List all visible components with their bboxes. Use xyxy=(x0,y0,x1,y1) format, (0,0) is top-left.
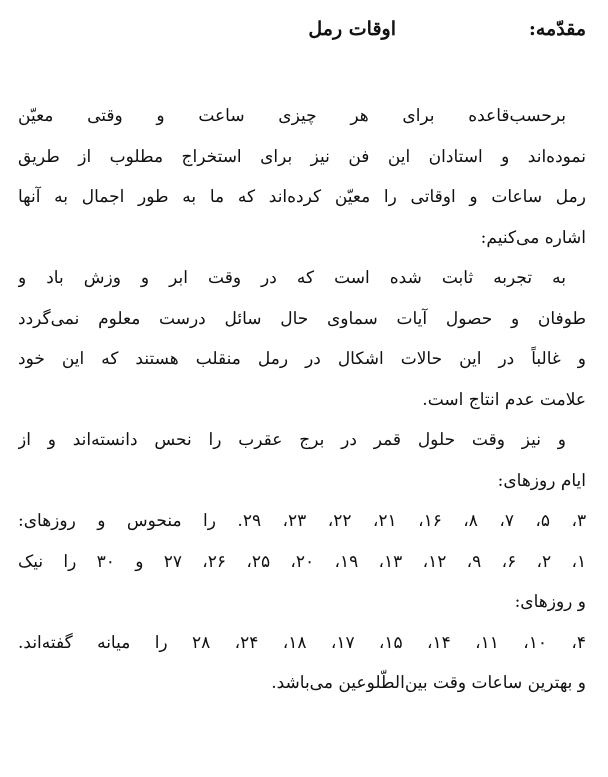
text-line: علامت عدم انتاج است. xyxy=(422,389,586,410)
text-line: و نیز وقت حلول قمر در برج عقرب را نحس دانسته‌اند و از xyxy=(18,430,566,450)
text-line: رمل ساعات و اوقاتی را معیّن کرده‌اند که ما به طور اجمال به آنها xyxy=(18,187,586,207)
text-line: و روزهای: xyxy=(514,592,586,612)
section-label: مقدّمه: xyxy=(528,18,586,40)
text-line: برحسب‌قاعده برای هر چیزی ساعت و وقتی معیّن xyxy=(18,106,566,126)
text-line: و بهترین ساعات وقت بین‌الطّلوعین می‌باشد. xyxy=(271,673,586,693)
text-line: نموده‌اند و استادان این فن نیز برای استخراج مطلوب از طریق xyxy=(18,146,586,167)
text-line: و غالباً در این حالات اشکال در رمل منقلب هستند که این خود xyxy=(18,349,586,369)
body-text xyxy=(18,96,586,704)
chapter-title: اوقات رمل xyxy=(308,18,396,40)
text-line: به تجربه ثابت شده است که در وقت ابر و وزش باد و xyxy=(18,268,566,288)
text-line: اشاره می‌کنیم: xyxy=(480,227,586,248)
text-line: طوفان و حصول آیات سماوی حال سائل درست معلوم نمی‌گردد xyxy=(18,308,586,329)
page-header xyxy=(22,12,586,46)
text-line: ۴، ۱۰، ۱۱، ۱۴، ۱۵، ۱۷، ۱۸، ۲۴، ۲۸ را میانه گفته‌اند. xyxy=(18,632,586,653)
text-line: ۱، ۲، ۶، ۹، ۱۲، ۱۳، ۱۹، ۲۰، ۲۵، ۲۶، ۲۷ و ۳۰ را نیک xyxy=(18,551,586,572)
text-line: ایام روزهای: xyxy=(497,470,586,491)
text-line: ۳، ۵، ۷، ۸، ۱۶، ۲۱، ۲۲، ۲۳، ۲۹. را منحوس و روزهای: xyxy=(18,511,586,531)
